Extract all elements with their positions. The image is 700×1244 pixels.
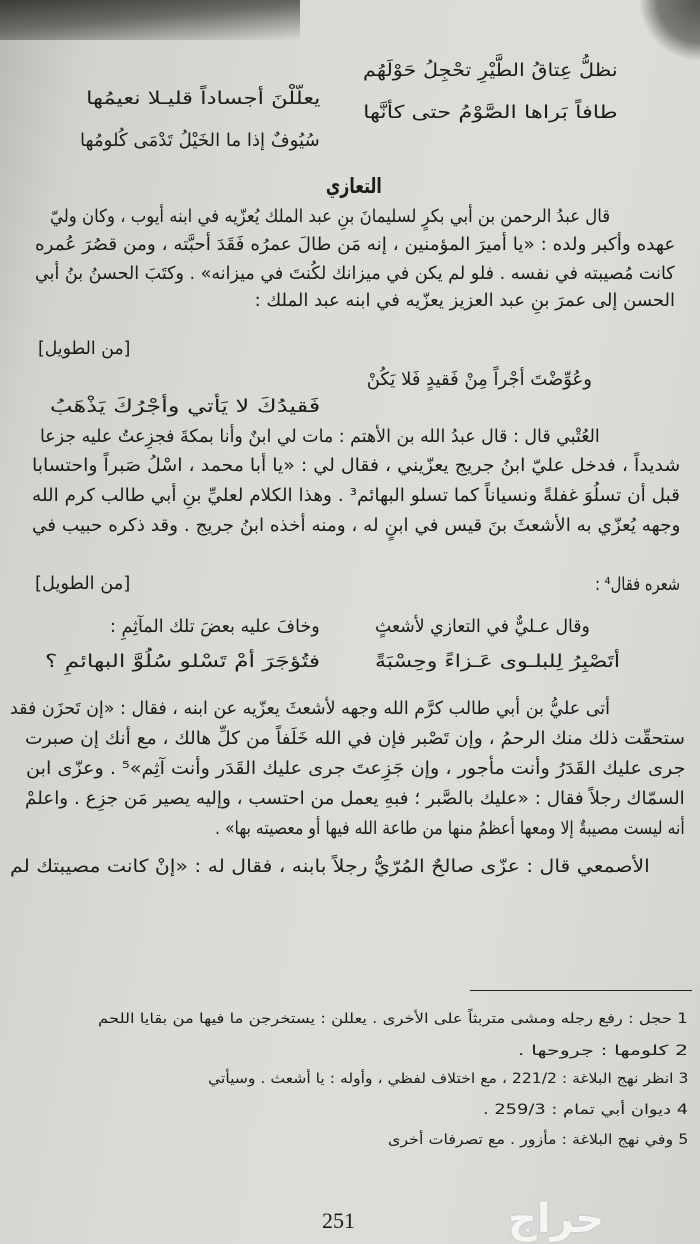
- footnote-row: [518, 1044, 688, 1058]
- text-line-row: [32, 457, 680, 475]
- footnote-row: [98, 1012, 688, 1026]
- text-line: السمّاك رجلاً فقال : «عليك بالصَّبر ؛ فبهِ يعمل من احتسب ، وإليه يصير مَن جزِع . واعلمْ: [25, 788, 685, 809]
- page-shadow-corner: [0, 0, 300, 40]
- text-line-row: [255, 292, 675, 310]
- verse-hemistich: يعلّلْنَ أجساداً قليـلا نعيمُها: [85, 88, 320, 109]
- text-line: قبل أن تسلُوَ غفلةً ونسياناً كما تسلو البهائم³ . وهذا الكلام لعليِّ بنِ أبي طالب كرم الله: [32, 485, 680, 506]
- verse-hemistich: نظلُّ عِتاقُ الطَّيْرِ تحْجِلُ حَوْلَهُم: [363, 60, 618, 81]
- text-line: عهده وأكبر ولده : «يا أميرَ المؤمنين ، إنه مَن طالَ عمرُه فَقَدَ أحبَّته ، ومن قصُرَ عُمره: [34, 234, 675, 255]
- text-line: الأصمعي قال : عزّى صالحٌ المُرّيُّ رجلاً بابنه ، فقال له : «إنْ كانت مصيبتك لم: [10, 856, 650, 877]
- footnote-row: [483, 1103, 688, 1117]
- verse-hemistich: فتُؤجَرَ أمْ تَسْلو سُلُوَّ البهائمِ ؟: [44, 651, 320, 672]
- text-line-row: [10, 700, 610, 718]
- page-shadow-corner-right: [640, 0, 700, 60]
- text-line: الحسن إلى عمرَ بنِ عبد العزيز يعزّيه في ابنه عبد الملك :: [254, 290, 675, 311]
- text-line-row: [32, 517, 680, 535]
- footnote-row: [208, 1072, 688, 1086]
- text-line-row: [32, 487, 680, 505]
- watermark-logo: حراج: [508, 1196, 605, 1242]
- text-line: وجهه يُعزّي به الأشعثَ بنَ قيس في ابنٍ له ، ومنه أخذه ابنُ جريج . وقد ذكره حبيب في: [31, 515, 680, 536]
- footnote: 4 ديوان أبي تمام : 259/3 .: [482, 1102, 688, 1118]
- text-line: جرى عليك القَدَرُ وأنت مأجور ، وإن جَزِعتَ جرى عليك القَدَر وأنت آثِم»⁵ . وعزّى ابن: [25, 758, 686, 779]
- verse-hemistich-row: [50, 398, 320, 416]
- verse-hemistich-row: [375, 653, 620, 671]
- text-line-row: [35, 236, 675, 254]
- text-line-row: [25, 760, 685, 778]
- page-number: 251: [322, 1208, 355, 1233]
- meter-tag-row: [38, 340, 130, 358]
- text-line: كانت مُصيبته في نفسه . فلو لم يكن في ميزانك لكُنتَ في ميزانه» . وكتَبَ الحسنُ بنُ أبي: [35, 263, 675, 284]
- text-line-row: [25, 730, 685, 748]
- verse-hemistich-row: [375, 618, 590, 636]
- meter-tag-row: [35, 575, 130, 593]
- text-line: ستحقّت ذلك منك الرحمُ ، وإن تَصْبر فإن في الله خَلَفاً من كلِّ هالك ، مع أنك إن صبرت: [25, 728, 685, 749]
- footnote: 5 وفي نهج البلاغة : مأزور . مع تصرفات أخرى: [387, 1132, 688, 1148]
- text-line-row: [35, 265, 675, 283]
- section-heading: التعازي: [326, 174, 382, 198]
- meter-tag: [من الطويل]: [37, 338, 130, 359]
- verse-hemistich: وقال عـليٌّ في التعازي لأشعثٍ: [375, 616, 590, 637]
- text-line: شديداً ، فدخل عليّ ابنُ جريج يعزّيني ، فقال لي : «يا أبا محمد ، اسْلُ صَبراً واحتسابا: [31, 455, 680, 476]
- text-line-row: [25, 790, 685, 808]
- footnote: 1 حجل : رفع رجله ومشى متربثاً على الأخرى . يعللن : يستخرجن ما فيها من بقايا اللحم: [98, 1011, 688, 1027]
- verse-hemistich-row: [80, 132, 320, 150]
- footnote-divider: [470, 990, 692, 991]
- verse-hemistich-row: [45, 653, 320, 671]
- text-line: العُتْبي قال : قال عبدُ الله بن الأهتم : مات لي ابنٌ وأنا بمكةَ فجزِعتُ عليه جزعا: [40, 426, 600, 447]
- verse-hemistich-row: [110, 618, 320, 636]
- section-heading-row: [326, 176, 382, 197]
- footnote-row: [388, 1133, 688, 1147]
- text-line: قال عبدُ الرحمن بن أبي بكرٍ لسليمانَ بنِ عبد الملك يُعزّيه في ابنه أيوب ، وكان وليّ: [49, 206, 610, 227]
- footnote: 3 انظر نهج البلاغة : 221/2 ، مع اختلاف لفظي ، وأوله : يا أشعث . وسيأتي: [207, 1071, 688, 1087]
- verse-hemistich: سُيُوفٌ إذا ما الخَيْلُ تَدْمَى كُلومُها: [80, 130, 320, 151]
- verse-hemistich: أتَصْبِرُ لِلبلـوى عَـزاءً وحِسْبَةً: [374, 651, 620, 672]
- verse-hemistich: وخافَ عليه بعضَ تلك المآثِمِ :: [110, 616, 320, 637]
- footnote: 2 كلومها : جروحها .: [517, 1043, 688, 1059]
- verse-hemistich-row: [85, 90, 320, 108]
- verse-hemistich-row: [363, 62, 618, 80]
- verse-hemistich-row: [363, 104, 618, 122]
- text-line-row: [50, 208, 610, 226]
- text-line-row: [215, 820, 685, 838]
- text-line: أتى عليُّ بن أبي طالب كرَّم الله وجهه لأشعثَ يعزّيه عن ابنه ، فقال : «إن تَحزَن فقد: [9, 698, 610, 719]
- text-line-row: [40, 428, 600, 446]
- verse-hemistich-row: [367, 371, 592, 389]
- text-line: شعره فقال⁴ :: [594, 574, 680, 595]
- verse-hemistich: وعُوِّضْتَ أجْراً مِنْ فَقيدٍ فَلا يَكُنْ: [366, 369, 592, 390]
- verse-hemistich: فَقيدُكَ لا يَأتي وأجْرُكَ يَذْهَبُ: [49, 396, 320, 417]
- text-line: أنه ليست مصيبةٌ إلا ومعها أعظمُ منها من طاعة الله فيها أو معصيته بها» .: [215, 818, 685, 839]
- text-line-row: [595, 576, 680, 594]
- verse-hemistich: طافاً بَراها الصَّوْمُ حتى كأنَّها: [363, 102, 618, 123]
- meter-tag: [من الطويل]: [34, 573, 130, 594]
- text-line-row: [10, 858, 650, 876]
